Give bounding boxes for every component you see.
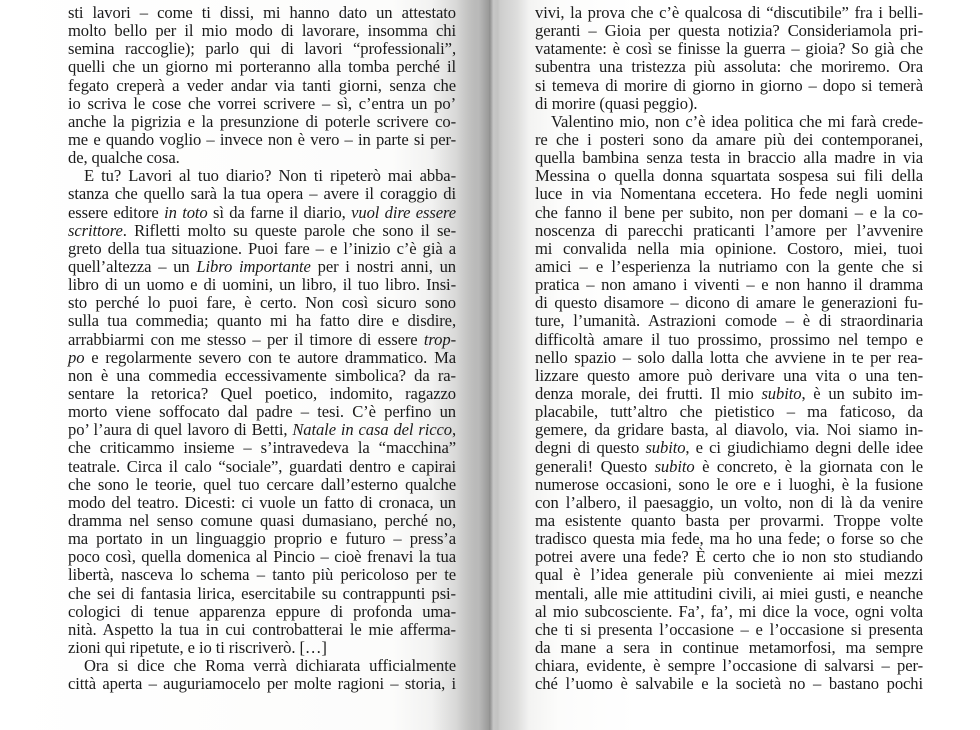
- text-line: [535, 185, 923, 203]
- text-line: [535, 58, 923, 76]
- text-segment: si temeva di morire di giorno in giorno – dopo si temerà: [535, 75, 923, 95]
- text-line: [535, 675, 923, 693]
- text-line: [535, 439, 923, 457]
- right-page: [490, 0, 980, 730]
- text-segment: non è una commedia eccessivamente simbolica? da ra-: [68, 365, 456, 385]
- text-segment: ché l’uomo è salvabile e la società no – bastano pochi: [535, 674, 923, 694]
- text-segment: con l’albero, il paesaggio, un volto, non di là da venire: [535, 492, 923, 512]
- text-line: [535, 204, 923, 222]
- text-line: [535, 312, 923, 330]
- text-line: [535, 240, 923, 258]
- text-segment: che sono le teorie, quel tuo cercare dall’esterno qualche: [68, 474, 456, 494]
- text-line: [68, 167, 456, 185]
- text-line: [68, 566, 456, 584]
- text-segment: poco così, quella domenica al Pincio – cioè frenavi la tua: [68, 547, 456, 567]
- text-segment: essere editore: [68, 202, 165, 222]
- text-segment: greto della tua situazione. Puoi fare – e l’inizio c’è già a: [68, 238, 456, 258]
- italic-text-segment: subito: [654, 456, 695, 476]
- text-segment: re che i posteri sono da amare più dei contemporanei,: [535, 129, 923, 149]
- text-segment: pratica – non amano i viventi – e non hanno il dramma: [535, 275, 923, 295]
- text-line: [535, 548, 923, 566]
- text-line: [535, 530, 923, 548]
- text-line: [68, 240, 456, 258]
- text-segment: arrabbiarmi con me stesso – per il timore di essere: [68, 329, 424, 349]
- text-line: [535, 258, 923, 276]
- text-line: [68, 585, 456, 603]
- text-line: [68, 603, 456, 621]
- italic-text-segment: vuol dire essere: [351, 202, 457, 222]
- text-segment: lizzare questo amore può derivare una vita o una ten-: [535, 365, 923, 385]
- text-segment: e regolarmente severo con te autore drammatico. Ma: [84, 347, 456, 367]
- text-segment: cologici di tenue apparenza eppure di profonda uma-: [68, 601, 456, 621]
- text-line: [535, 385, 923, 403]
- text-segment: potrei avere una fede? È certo che io non sto studiando: [535, 547, 923, 567]
- text-line: [68, 222, 456, 240]
- text-segment: E tu? Lavori al tuo diario? Non ti ripeterò mai abba-: [84, 166, 456, 186]
- text-line: [68, 331, 456, 349]
- text-segment: Ora si dice che Roma verrà dichiarata ufficialmente: [84, 656, 456, 676]
- text-line: [68, 4, 456, 22]
- text-segment: dramma nel senso comune quasi dumasiano, perché no,: [68, 510, 456, 530]
- text-line: [535, 276, 923, 294]
- text-line: [535, 585, 923, 603]
- text-line: [68, 458, 456, 476]
- text-line: [535, 77, 923, 95]
- text-segment: vivi, la prova che c’è qualcosa di “discutibile” fra i belli-: [535, 3, 923, 22]
- text-line: [535, 95, 923, 113]
- text-segment: chiara, evidente, è sempre l’occasione di salvarsi – per-: [535, 656, 923, 676]
- text-line: [68, 512, 456, 530]
- text-line: [535, 167, 923, 185]
- text-segment: sti lavori – come ti dissi, mi hanno dato un attestato: [68, 3, 456, 22]
- left-page-text: [68, 4, 456, 693]
- text-line: [68, 22, 456, 40]
- text-line: [68, 439, 456, 457]
- text-segment: ma portato in un linguaggio proprio e futuro – press’a: [68, 529, 456, 549]
- text-segment: stanza che quello sarà la tua opera – avere il coraggio di: [68, 184, 456, 204]
- text-segment: quelli che un giorno mi porteranno alla tomba perché il: [68, 57, 456, 77]
- text-segment: di morire (quasi peggio).: [535, 93, 698, 113]
- text-segment: geranti – Gioia per questa notizia? Consideriamola pri-: [535, 21, 923, 41]
- text-segment: de, qualche cosa.: [68, 148, 180, 168]
- text-line: [535, 294, 923, 312]
- text-line: [68, 312, 456, 330]
- text-line: [535, 476, 923, 494]
- text-line: [68, 40, 456, 58]
- text-segment: . Rifletti molto su queste parole che sono il se-: [122, 220, 456, 240]
- italic-text-segment: po: [68, 347, 85, 367]
- text-line: [68, 385, 456, 403]
- text-line: [535, 113, 923, 131]
- text-segment: placabile, tutt’altro che pietistico – ma faticoso, da: [535, 402, 923, 422]
- italic-text-segment: scrittore: [68, 220, 123, 240]
- text-segment: che ti si presenta l’occasione – e l’occasione si presenta: [535, 619, 923, 639]
- text-segment: ,: [451, 420, 456, 440]
- text-segment: Valentino mio, non c’è idea politica che mi farà crede-: [551, 111, 923, 131]
- text-segment: , e ci giudichiamo degni delle idee: [685, 438, 923, 458]
- text-line: [68, 258, 456, 276]
- text-segment: sì da farne il diario,: [207, 202, 352, 222]
- text-segment: nello spazio – solo dalla lotta che avviene in te per rea-: [535, 347, 923, 367]
- text-line: [68, 621, 456, 639]
- text-line: [68, 131, 456, 149]
- text-segment: che criticammo insieme – s’intravedeva la “macchina”: [68, 438, 456, 458]
- text-segment: , è un subito im-: [801, 383, 923, 403]
- italic-text-segment: subito: [761, 383, 802, 403]
- text-segment: mi convalida nella mia opinione. Costoro, miei, tuoi: [535, 238, 923, 258]
- text-line: [535, 331, 923, 349]
- text-line: [68, 657, 456, 675]
- text-segment: da mane a sera in continue metamorfosi, ma sempre: [535, 637, 923, 657]
- text-line: [535, 512, 923, 530]
- text-line: [68, 476, 456, 494]
- text-segment: modo del teatro. Dicesti: ci vuole un fatto di cronaca, un: [68, 492, 456, 512]
- text-segment: numerose occasioni, sono le ore e i luoghi, è la fusione: [535, 474, 923, 494]
- text-segment: zioni qui ripetute, e io ti riscriverò. […]: [68, 637, 327, 657]
- text-segment: io scriva le cose che vorrei scrivere – sì, c’entra un po’: [68, 93, 456, 113]
- text-segment: subentra una tristezza più assoluta: che moriremo. Ora: [535, 57, 923, 77]
- text-segment: Messina o quella donna squartata sospesa sui fili della: [535, 166, 923, 186]
- text-segment: anche la pigrizia e la presunzione di poterle scrivere co-: [68, 111, 456, 131]
- text-line: [68, 494, 456, 512]
- text-line: [68, 675, 456, 693]
- text-segment: teatrale. Circa il calo “sociale”, guardati dentro e capirai: [68, 456, 456, 476]
- text-segment: semina raccoglie); parlo qui di lavori “professionali”,: [68, 39, 456, 59]
- text-segment: luce in via Nomentana eccetera. Ho fede negli uomini: [535, 184, 923, 204]
- text-segment: vatamente: è così se finisse la guerra – gioia? So già che: [535, 39, 923, 59]
- text-segment: al mio subcosciente. Fa’, fa’, mi dice la voce, ogni volta: [535, 601, 923, 621]
- text-line: [68, 149, 456, 167]
- text-segment: di questo disamore – dicono di amare le generazioni fu-: [535, 293, 923, 313]
- text-segment: fegato creperà a veder andar via tanti giorni, senza che: [68, 75, 456, 95]
- text-segment: è concreto, è la giornata con le: [694, 456, 923, 476]
- text-segment: quell’altezza – un: [68, 256, 197, 276]
- italic-text-segment: Libro importante: [196, 256, 311, 276]
- text-line: [535, 421, 923, 439]
- text-line: [68, 77, 456, 95]
- text-segment: per i nostri anni, un: [310, 256, 457, 276]
- text-line: [535, 131, 923, 149]
- text-line: [535, 458, 923, 476]
- text-segment: che sei di fantasia lirica, esercitabile su contrappunti psi-: [68, 583, 456, 603]
- italic-text-segment: in toto: [164, 202, 208, 222]
- text-line: [68, 95, 456, 113]
- text-line: [68, 294, 456, 312]
- text-segment: che fanno il bene per subito, non per domani – e la co-: [535, 202, 923, 222]
- text-line: [535, 222, 923, 240]
- text-segment: molto bello per il mio modo di lavorare, insomma chi: [68, 21, 456, 41]
- text-line: [535, 403, 923, 421]
- text-segment: libro di un uomo e di uomini, un libro, il tuo libro. Insi-: [68, 275, 456, 295]
- text-segment: città aperta – auguriamocelo per molte ragioni – storia, i: [68, 674, 456, 694]
- text-line: [535, 40, 923, 58]
- text-segment: difficoltà amare il tuo prossimo, prossimo nel tempo e: [535, 329, 923, 349]
- text-line: [68, 639, 456, 657]
- text-line: [535, 367, 923, 385]
- text-line: [535, 566, 923, 584]
- text-line: [68, 58, 456, 76]
- text-segment: generali! Questo: [535, 456, 655, 476]
- text-line: [535, 22, 923, 40]
- text-segment: ma esistente quanto basta per provarmi. Troppe volte: [535, 510, 923, 530]
- text-line: [535, 657, 923, 675]
- text-segment: quella bambina senza testa in braccio alla madre in via: [535, 148, 923, 168]
- text-line: [68, 204, 456, 222]
- text-segment: amici – e l’esperienza la nutriamo con la gente che si: [535, 256, 923, 276]
- text-segment: libertà, nasceva lo schema – tanto più pericoloso per te: [68, 565, 456, 585]
- text-line: [68, 349, 456, 367]
- text-segment: mentali, alle mie attitudini civili, ai miei gusti, e neanche: [535, 583, 923, 603]
- text-line: [68, 548, 456, 566]
- text-line: [68, 113, 456, 131]
- text-segment: po’ l’aura di quel lavoro di Betti,: [68, 420, 293, 440]
- text-line: [535, 349, 923, 367]
- text-line: [535, 149, 923, 167]
- text-segment: gemere, da gridare basta, al diavolo, via. Noi siamo in-: [535, 420, 923, 440]
- text-line: [68, 367, 456, 385]
- text-line: [535, 621, 923, 639]
- text-segment: sulla tua commedia; quanto mi ha fatto dire e disdire,: [68, 311, 456, 331]
- italic-text-segment: Natale in casa del ricco: [292, 420, 452, 440]
- text-line: [68, 421, 456, 439]
- text-segment: morto viene soffocato dal padre – tesi. C’è perfino un: [68, 402, 456, 422]
- text-line: [535, 603, 923, 621]
- text-segment: sentare la retorica? Quel poetico, indomito, ragazzo: [68, 383, 456, 403]
- text-segment: qual è l’idea generale più conveniente ai miei mezzi: [535, 565, 923, 585]
- text-line: [68, 185, 456, 203]
- text-line: [68, 276, 456, 294]
- text-segment: sto perché lo puoi fare, è certo. Non così sicuro sono: [68, 293, 456, 313]
- text-segment: ture, l’umanità. Astrazioni comode – è di straordinaria: [535, 311, 923, 331]
- italic-text-segment: trop-: [423, 329, 456, 349]
- right-page-text: [535, 4, 923, 693]
- text-line: [68, 530, 456, 548]
- text-line: [68, 403, 456, 421]
- italic-text-segment: subito: [645, 438, 686, 458]
- text-line: [535, 494, 923, 512]
- text-line: [535, 639, 923, 657]
- text-segment: noscenza di parecchi praticanti l’amore per l’avvenire: [535, 220, 923, 240]
- text-segment: degni di questo: [535, 438, 646, 458]
- text-segment: me e quando voglio – invece non è vero – in parte si per-: [68, 129, 456, 149]
- text-line: [535, 4, 923, 22]
- text-segment: denza morale, dei frutti. Il mio: [535, 383, 762, 403]
- text-segment: nità. Aspetto la tua in cui controbatterai le mie afferma-: [68, 619, 456, 639]
- text-segment: tradisco questa mia fede, ma ho una fede; o forse so che: [535, 529, 923, 549]
